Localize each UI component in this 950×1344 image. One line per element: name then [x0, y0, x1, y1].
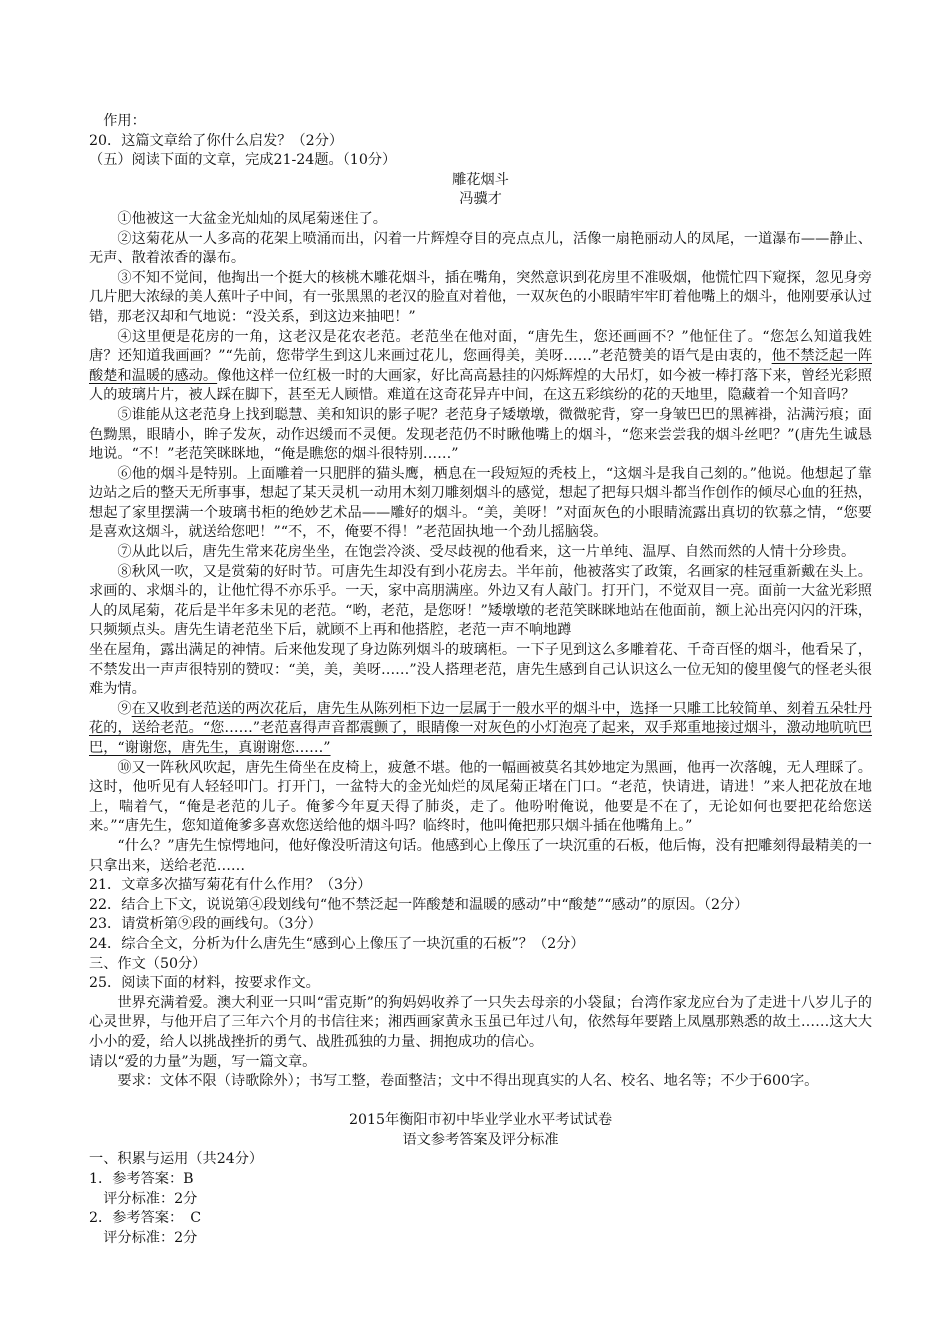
question-20: 20．这篇文章给了你什么启发？（2分） [89, 132, 344, 149]
paragraph-4-part-b: 像他这样一位红极一时的大画家，好比高高悬挂的闪烁辉煌的大吊灯，如今被一棒打落下来，曾经光彩照人的玻璃片片，被人踩在脚下，甚至无人顾惜。难道在这奇花异卉中间，在这五彩缤纷的花的天地里，隐藏着一个知音吗？ [89, 367, 872, 404]
composition-material: 世界充满着爱。澳大利亚一只叫“雷克斯”的狗妈妈收养了一只失去母亲的小袋鼠；台湾作家龙应台为了走进十八岁儿子的心灵世界，与他开启了三年六个月的书信往来；湘西画家黄永玉虽已年过八旬，依然每年要踏上凤凰那熟悉的故土……这大大小小的爱，给人以挑战挫折的勇气、战胜孤独的力量、拥抱成功的信心。 [89, 994, 872, 1050]
article-paragraph-8: ⑧秋风一吹，又是赏菊的好时节。可唐先生却没有到小花房去。半年前，他被落实了政策，名画家的桂冠重新戴在头上。求画的、求烟斗的，让他忙得不亦乐乎。一天，家中高朋满座。外边又有人敲门。打开门，不觉双目一亮。面前一大盆光彩照人的凤尾菊，花后是半年多未见的老范。“哟，老范，是您呀！”矮墩墩的老范笑眯眯地站在他面前，额上沁出亮闪闪的汗珠，只频频点头。唐先生请老范坐下后，就顾不上再和他搭腔，老范一声不响地蹲 [89, 563, 872, 639]
article-paragraph-9 [89, 700, 872, 759]
score-2: 评分标准：2分 [103, 1229, 198, 1246]
question-21: 21．文章多次描写菊花有什么作用？（3分） [89, 877, 372, 894]
article-paragraph-6: ⑥他的烟斗是特别。上面雕着一只肥胖的猫头鹰，栖息在一段短短的秃枝上，“这烟斗是我自己刻的。”他说。他想起了靠边站之后的整天无所事事，想起了某天灵机一动用木刻刀雕刻烟斗的感觉，想起了把每只烟斗都当作创作的倾尽心血的狂热，想起了家里摆满一个玻璃书柜的绝妙艺术品——雕好的烟斗。“美，美呀！”对面灰色的小眼睛流露出真切的钦慕之情，“您要是喜欢这烟斗，就送给您吧！”“不，不，俺要不得！”老范固执地一个劲儿摇脑袋。 [89, 465, 872, 541]
article-paragraph-1: ①他被这一大盆金光灿灿的凤尾菊迷住了。 [117, 210, 387, 227]
article-paragraph-7: ⑦从此以后，唐先生常来花房坐坐，在饱尝冷淡、受尽歧视的他看来，这一片单纯、温厚、自然而然的人情十分珍贵。 [117, 544, 856, 561]
answer-2: 2．参考答案： C [89, 1210, 202, 1227]
question-24: 24．综合全文，分析为什么唐先生“感到心上像压了一块沉重的石板”？（2分） [89, 935, 585, 952]
article-paragraph-11: “什么？”唐先生惊愕地问，他好像没听清这句话。他感到心上像压了一块沉重的石板，他后悔，没有把雕刻得最精美的一只拿出来，送给老范…… [89, 837, 872, 874]
answer-key-title: 2015年衡阳市初中毕业学业水平考试试卷 [348, 1112, 613, 1129]
question-25: 25．阅读下面的材料，按要求作文。 [89, 975, 320, 992]
article-title: 雕花烟斗 [452, 171, 509, 188]
score-1: 评分标准：2分 [103, 1190, 198, 1207]
article-paragraph-3: ③不知不觉间，他掏出一个挺大的核桃木雕花烟斗，插在嘴角，突然意识到花房里不准吸烟，他慌忙四下窥探，忽见身旁几片肥大浓绿的美人蕉叶子中间，有一张黑黑的老汉的脸直对着他，一双灰色的小眼睛牢牢盯着他嘴上的烟斗，他刚要承认过错，那老汉却和气地说：“没关系，到这边来抽吧！” [89, 269, 872, 325]
underlined-sentence-4: 他不禁泛起一阵酸楚和温暖的感动。 [89, 348, 872, 384]
answer-1: 1．参考答案：B [89, 1171, 194, 1188]
paragraph-9-number: ⑨ [117, 700, 132, 717]
zuoyong-label: 作用： [103, 113, 146, 129]
composition-prompt: 请以“爱的力量”为题，写一篇文章。 [89, 1053, 317, 1070]
answer-section-1: 一、积累与运用（共24分） [89, 1151, 264, 1168]
composition-heading: 三、作文（50分） [89, 955, 207, 972]
section-5-heading: （五）阅读下面的文章，完成21-24题。（10分） [89, 152, 397, 169]
spacer [89, 1092, 872, 1112]
article-paragraph-2: ②这菊花从一人多高的花架上喷涌而出，闪着一片辉煌夺目的亮点点儿，活像一扇艳丽动人的凤尾，一道瀑布——静止、无声、散着浓香的瀑布。 [89, 230, 872, 267]
article-paragraph-4 [89, 328, 872, 406]
underlined-sentence-9: 在又收到老范送的两次花后，唐先生从陈列柜下边一层属于一般水平的烟斗中，选择一只雕工比较简单、刻着五朵牡丹花的，送给老范。“您……”老范喜得声音都震颤了，眼睛像一对灰色的小灯泡亮了起来，双手郑重地接过烟斗，激动地吭吭巴巴，“谢谢您，唐先生，真谢谢您……” [89, 700, 872, 756]
composition-requirement: 要求：文体不限（诗歌除外）；书写工整，卷面整洁；文中不得出现真实的人名、校名、地名等；不少于600字。 [117, 1073, 819, 1090]
answer-key-subtitle: 语文参考答案及评分标准 [402, 1131, 559, 1148]
article-paragraph-10: ⑩又一阵秋风吹起，唐先生倚坐在皮椅上，疲惫不堪。他的一幅画被莫名其妙地定为黑画，他再一次落魄，无人理睬了。这时，他听见有人轻轻叩门。打开门，一盆特大的金光灿烂的凤尾菊正堵在门口。“老范，快请进，请进！”来人把花放在地上，喘着气，“俺是老范的儿子。俺爹今年夏天得了肺炎，走了。他吩咐俺说，他要是不在了，无论如何也要把花给您送来。”“唐先生，您知道俺爹多喜欢您送给他的烟斗吗？临终时，他叫俺把那只烟斗插在他嘴角上。” [89, 759, 872, 835]
article-paragraph-8-continued: 坐在屋角，露出满足的神情。后来他发现了身边陈列烟斗的玻璃柜。一下子见到这么多雕着花、千奇百怪的烟斗，他看呆了，不禁发出一声声很特别的赞叹：“美，美，美呀……”没人搭理老范，唐先生感到自己认识这么一位无知的傻里傻气的怪老头很难为情。 [89, 642, 872, 698]
article-paragraph-5: ⑤谁能从这老范身上找到聪慧、美和知识的影子呢？老范身子矮墩墩，微微驼背，穿一身皱巴巴的黑裤褂，沾满污痕；面色黝黑，眼睛小，眸子发灰，动作迟缓而不灵便。发现老范仍不时瞅他嘴上的烟斗，“您来尝尝我的烟斗丝吧？”(唐先生诚恳地说。“不！”老范笑眯眯地，“俺是瞧您的烟斗很特别……” [89, 406, 872, 463]
article-author: 冯骥才 [459, 191, 502, 208]
question-22: 22．结合上下文，说说第④段划线句“他不禁泛起一阵酸楚和温暖的感动”中“酸楚”“感动”的原因。（2分） [89, 896, 749, 913]
question-23: 23．请赏析第⑨段的画线句。（3分） [89, 916, 322, 933]
paragraph-4-part-a: ④这里便是花房的一角，这老汉是花农老范。老范坐在他对面，“唐先生，您还画画不？”他怔住了。“您怎么知道我姓唐？还知道我画画？”“先前，您带学生到这儿来画过花儿，您画得美，美呀……”老范赞美的语气是由衷的， [89, 328, 872, 365]
